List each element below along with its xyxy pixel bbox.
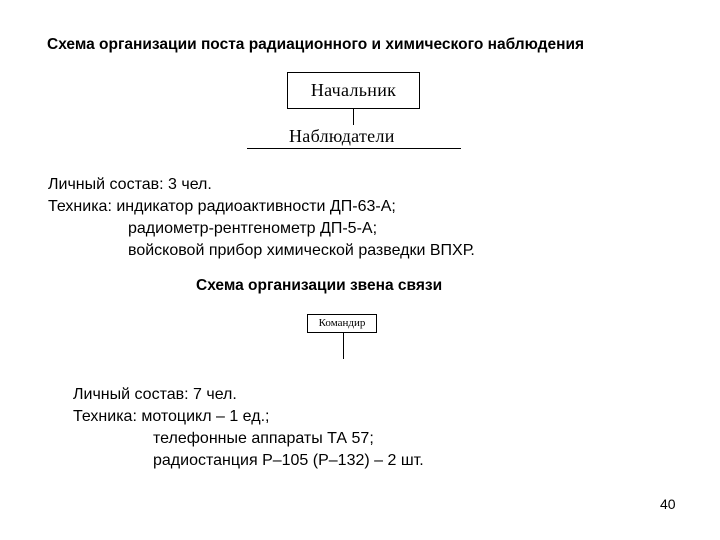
section1-equipment-item: радиометр-рентгенометр ДП-5-А; bbox=[128, 220, 378, 237]
section1-title: Схема организации поста радиационного и химического наблюдения bbox=[47, 36, 585, 53]
section2-equipment-item: телефонные аппараты ТА 57; bbox=[153, 430, 374, 447]
section2-personnel: Личный состав: 7 чел. bbox=[73, 386, 237, 403]
section2-equipment-label: Техника: мотоцикл – 1 ед.; bbox=[73, 408, 270, 425]
observers-label: Наблюдатели bbox=[289, 126, 395, 146]
commander-connector-line bbox=[343, 333, 344, 359]
observers-underline bbox=[247, 148, 461, 149]
section2-title: Схема организации звена связи bbox=[196, 277, 443, 294]
section1-equipment-item: войсковой прибор химической разведки ВПХР. bbox=[128, 242, 475, 259]
section1-equipment-label: Техника: индикатор радиоактивности ДП-63-А; bbox=[48, 198, 396, 215]
chief-box: Начальник bbox=[287, 72, 420, 109]
page-number: 40 bbox=[660, 496, 676, 512]
chief-connector-line bbox=[353, 109, 354, 125]
commander-box: Командир bbox=[307, 314, 377, 333]
section1-personnel: Личный состав: 3 чел. bbox=[48, 176, 212, 193]
section2-equipment-item: радиостанция Р–105 (Р–132) – 2 шт. bbox=[153, 452, 424, 469]
